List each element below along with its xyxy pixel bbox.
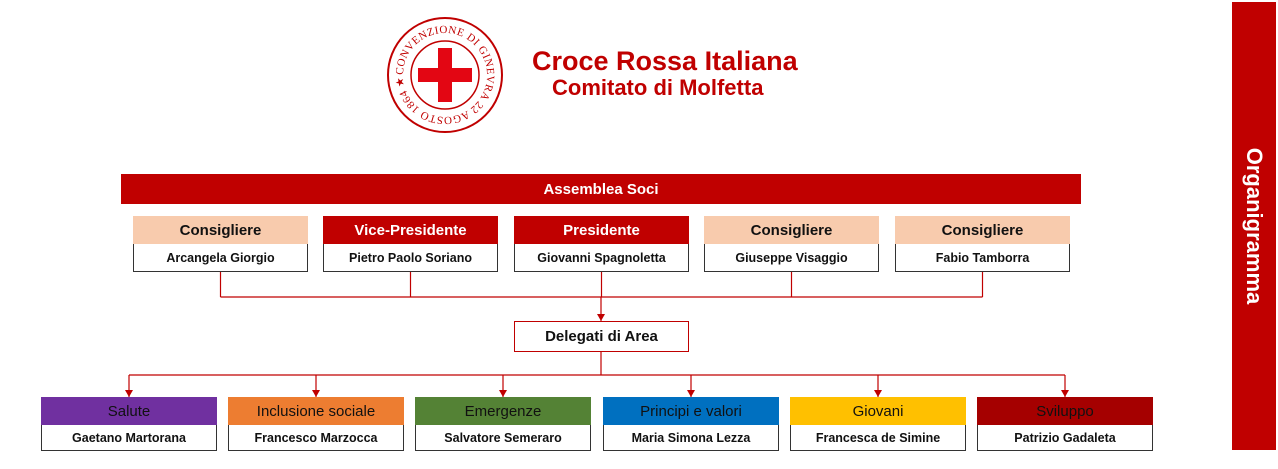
board-member-name: Giovanni Spagnoletta: [514, 244, 689, 272]
org-subtitle: Comitato di Molfetta: [552, 75, 764, 100]
area-title: Inclusione sociale: [228, 397, 404, 425]
area-arrow: [312, 390, 320, 397]
area-title: Salute: [41, 397, 217, 425]
area-title: Principi e valori: [603, 397, 779, 425]
area-arrow: [1061, 390, 1069, 397]
board-member-name: Arcangela Giorgio: [133, 244, 308, 272]
board-member-name: Giuseppe Visaggio: [704, 244, 879, 272]
area-title: Giovani: [790, 397, 966, 425]
area-arrow: [499, 390, 507, 397]
area-delegate-name: Francesca de Simine: [790, 425, 966, 451]
area-card: [790, 397, 966, 451]
area-arrow: [687, 390, 695, 397]
area-delegate-name: Maria Simona Lezza: [603, 425, 779, 451]
area-title: Sviluppo: [977, 397, 1153, 425]
area-card: [41, 397, 217, 451]
board-role: Consigliere: [704, 216, 879, 244]
board-role: Vice-Presidente: [323, 216, 498, 244]
side-banner-label: Organigramma: [1242, 147, 1267, 305]
board-card: [514, 216, 689, 272]
area-delegate-name: Patrizio Gadaleta: [977, 425, 1153, 451]
board-card: [323, 216, 498, 272]
area-delegate-name: Salvatore Semeraro: [415, 425, 591, 451]
to-delegates-arrow: [597, 314, 605, 321]
area-title: Emergenze: [415, 397, 591, 425]
area-arrow: [874, 390, 882, 397]
area-card: [603, 397, 779, 451]
board-member-name: Fabio Tamborra: [895, 244, 1070, 272]
org-title: Croce Rossa Italiana: [532, 46, 798, 76]
board-role: Consigliere: [133, 216, 308, 244]
assembly-bar: Assemblea Soci: [121, 174, 1081, 204]
delegates-box: Delegati di Area: [514, 321, 689, 352]
board-card: [895, 216, 1070, 272]
board-card: [704, 216, 879, 272]
svg-text:CONVENZIONE DI GINEVRA 22 AGOS: CONVENZIONE DI GINEVRA 22 AGOSTO 1864 ★: [393, 23, 497, 127]
area-delegate-name: Gaetano Martorana: [41, 425, 217, 451]
area-card: [977, 397, 1153, 451]
board-card: [133, 216, 308, 272]
board-role: Presidente: [514, 216, 689, 244]
board-role: Consigliere: [895, 216, 1070, 244]
area-arrow: [125, 390, 133, 397]
side-banner: [1232, 2, 1276, 450]
area-card: [415, 397, 591, 451]
area-card: [228, 397, 404, 451]
area-delegate-name: Francesco Marzocca: [228, 425, 404, 451]
board-member-name: Pietro Paolo Soriano: [323, 244, 498, 272]
